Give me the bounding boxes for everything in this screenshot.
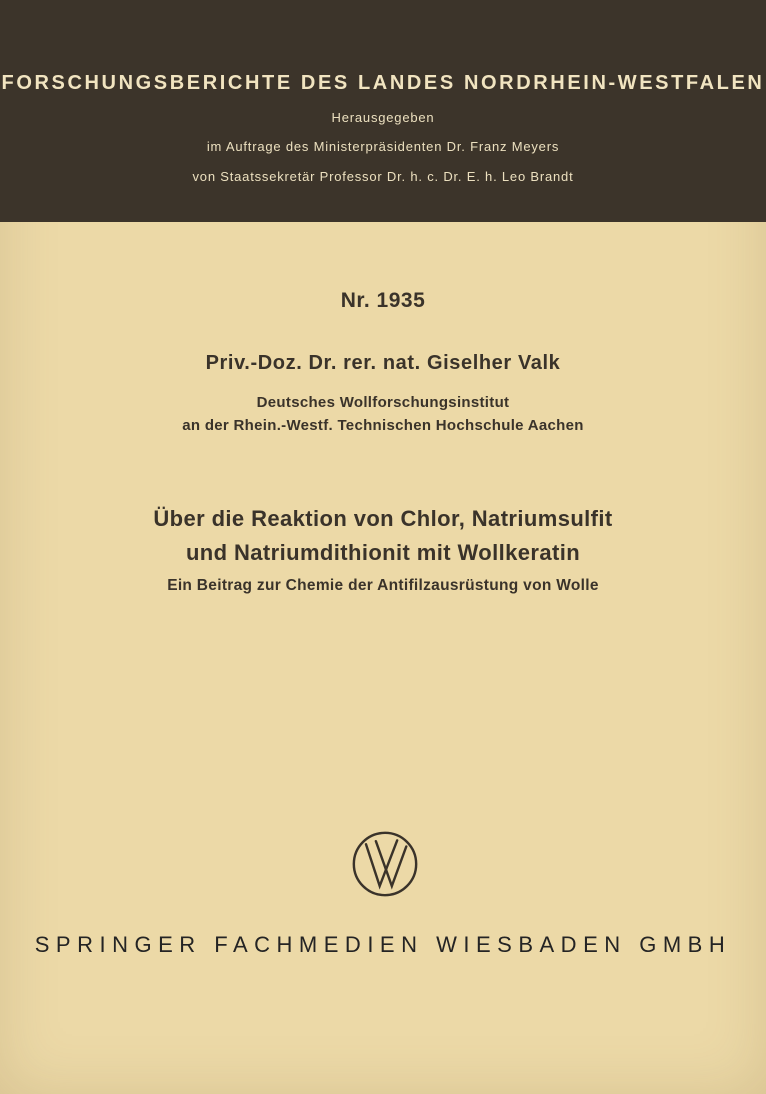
book-title-line-1: Über die Reaktion von Chlor, Natriumsulfit — [153, 506, 613, 531]
book-title-line-2: und Natriumdithionit mit Wollkeratin — [185, 540, 581, 565]
book-subtitle: Ein Beitrag zur Chemie der Antifilzausrüstung von Wolle — [167, 577, 599, 594]
series-banner — [0, 0, 766, 222]
report-number: Nr. 1935 — [340, 289, 426, 312]
series-title: FORSCHUNGSBERICHTE DES LANDES NORDRHEIN-WESTFALEN — [1, 72, 765, 94]
w-monogram-circle-icon — [347, 826, 423, 902]
author-name: Priv.-Doz. Dr. rer. nat. Giselher Valk — [205, 352, 561, 374]
affiliation-line-1: Deutsches Wollforschungsinstitut — [256, 394, 510, 411]
publisher-imprint: SPRINGER FACHMEDIEN WIESBADEN GMBH — [34, 932, 732, 957]
series-commission-line: im Auftrage des Ministerpräsidenten Dr. Franz Meyers — [206, 139, 560, 154]
publisher-logo — [347, 826, 423, 902]
affiliation-line-2: an der Rhein.-Westf. Technischen Hochschule Aachen — [182, 417, 584, 434]
author-affiliation — [0, 391, 766, 437]
book-title — [0, 502, 766, 570]
series-edited-label: Herausgegeben — [331, 110, 435, 125]
series-secretary-line: von Staatssekretär Professor Dr. h. c. Dr. E. h. Leo Brandt — [192, 169, 574, 184]
